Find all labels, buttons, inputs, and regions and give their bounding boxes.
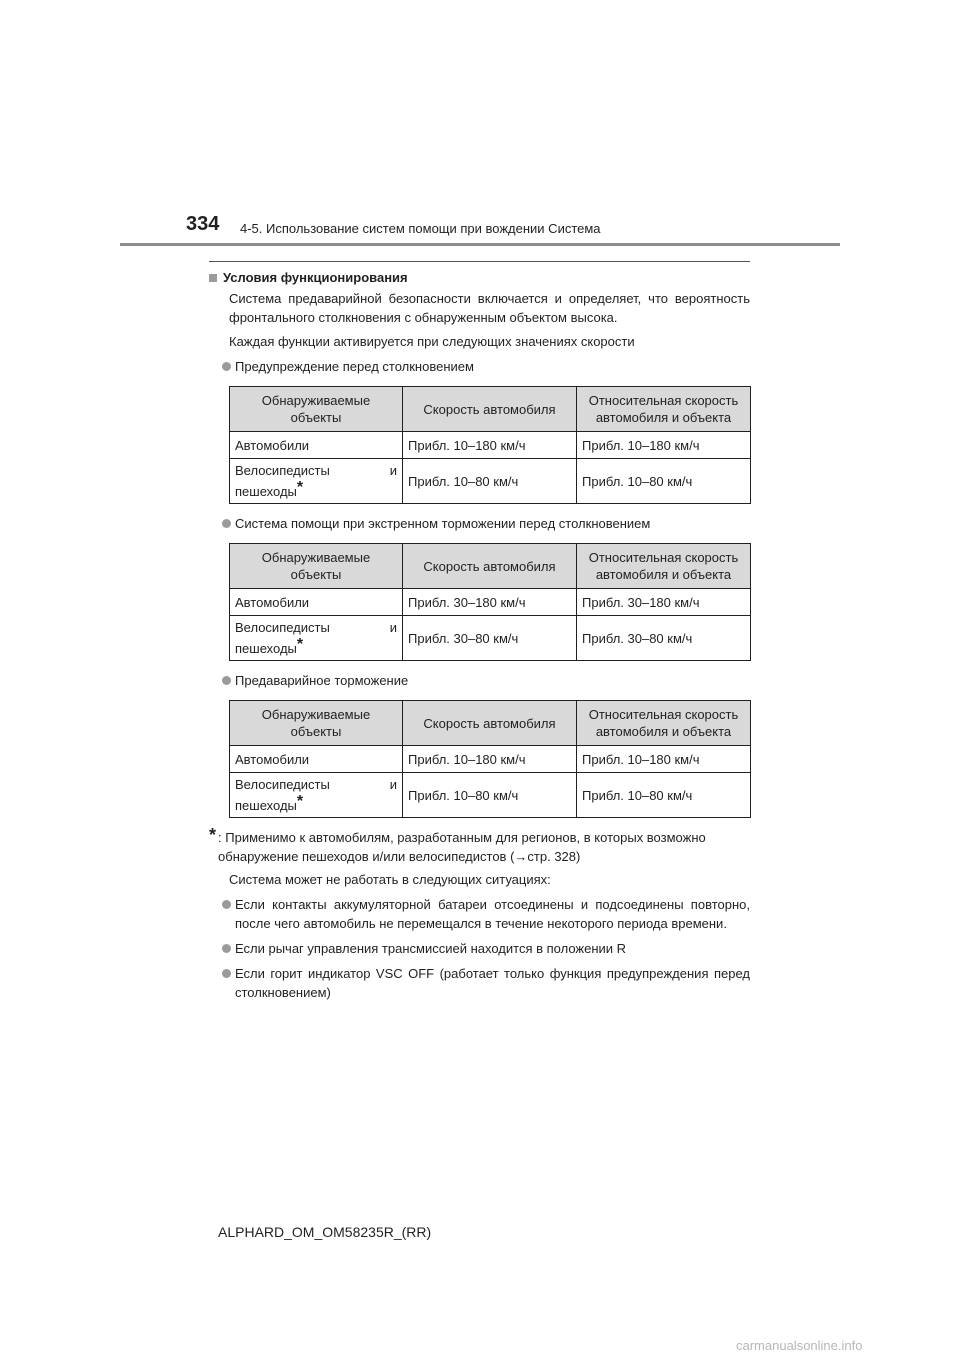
page-number: 334: [186, 213, 220, 235]
page-content: [209, 268, 750, 1008]
footnote: [209, 825, 750, 866]
speed-table: [229, 543, 751, 661]
table-header-row: [230, 701, 751, 746]
cell-speed: Прибл. 10–80 км/ч: [403, 773, 577, 818]
section-heading: [209, 268, 750, 287]
bullet-text: Система помощи при экстренном торможении перед столкновением: [235, 516, 651, 531]
cell-relative: Прибл. 10–80 км/ч: [577, 459, 751, 504]
table-row: [230, 432, 751, 459]
speed-table: [229, 386, 751, 504]
footnote-marker: *: [296, 479, 304, 496]
square-bullet-icon: [209, 274, 217, 282]
round-bullet-icon: [222, 362, 231, 371]
bullet-text: Если рычаг управления трансмиссией находится в положении R: [235, 941, 627, 956]
footnote-marker: *: [296, 636, 304, 653]
round-bullet-icon: [222, 519, 231, 528]
cell-relative: Прибл. 10–180 км/ч: [577, 746, 751, 773]
document-code: ALPHARD_OM_OM58235R_(RR): [218, 1224, 432, 1240]
cell-object: [230, 773, 403, 818]
bullet-text: Если контакты аккумуляторной батареи отсоединены и подсоединены повторно, после чего автомобиль не перемещался в течение некоторого периода времени.: [235, 897, 750, 931]
cell-object-part: и: [389, 620, 397, 635]
speed-table: [229, 700, 751, 818]
header-vehicle-speed: Скорость автомобиля: [403, 387, 577, 432]
table-row: [230, 459, 751, 504]
cell-object-part: и: [389, 777, 397, 792]
cell-object-part: пешеходы: [235, 798, 297, 813]
header-vehicle-speed: Скорость автомобиля: [403, 701, 577, 746]
cell-speed: Прибл. 30–80 км/ч: [403, 616, 577, 661]
cell-object: [230, 616, 403, 661]
cell-relative: Прибл. 10–180 км/ч: [577, 432, 751, 459]
cell-speed: Прибл. 10–180 км/ч: [403, 432, 577, 459]
section-title-text: Условия функционирования: [223, 270, 408, 285]
table-row: [230, 746, 751, 773]
bullet-text: Предупреждение перед столкновением: [235, 359, 474, 374]
watermark: carmanualsonline.info: [736, 1338, 863, 1353]
cell-object-part: Велосипедисты: [235, 777, 330, 792]
bullet-item: [209, 357, 750, 376]
situations-intro: Система может не работать в следующих ситуациях:: [229, 872, 551, 887]
header-objects: Обнаруживаемые объекты: [230, 701, 403, 746]
round-bullet-icon: [222, 969, 231, 978]
header-relative-speed: Относительная скорость автомобиля и объекта: [577, 544, 751, 589]
speed-intro-paragraph: Каждая функции активируется при следующих значениях скорости: [229, 334, 635, 349]
cell-object: Автомобили: [230, 746, 403, 773]
table-row: [230, 616, 751, 661]
round-bullet-icon: [222, 900, 231, 909]
cell-object-part: Велосипедисты: [235, 463, 330, 478]
table-row: [230, 589, 751, 616]
header-relative-speed: Относительная скорость автомобиля и объекта: [577, 387, 751, 432]
header-relative-speed: Относительная скорость автомобиля и объекта: [577, 701, 751, 746]
header-vehicle-speed: Скорость автомобиля: [403, 544, 577, 589]
cell-object: Автомобили: [230, 432, 403, 459]
bullet-item: [209, 964, 750, 1002]
cell-relative: Прибл. 10–80 км/ч: [577, 773, 751, 818]
header-divider: [120, 243, 840, 246]
bullet-item: [209, 895, 750, 933]
round-bullet-icon: [222, 944, 231, 953]
section-divider: [209, 261, 750, 262]
round-bullet-icon: [222, 676, 231, 685]
cell-object-part: и: [389, 463, 397, 478]
table-row: [230, 773, 751, 818]
table-header-row: [230, 387, 751, 432]
header-objects: Обнаруживаемые объекты: [230, 387, 403, 432]
cell-object: Автомобили: [230, 589, 403, 616]
footnote-text: : Применимо к автомобилям, разработанным для регионов, в которых возможно обнаружение пешеходов и/или велосипедистов (→стр. 328): [218, 830, 706, 864]
intro-paragraph: Система предаварийной безопасности включается и определяет, что вероятность фронтального столкновения с обнаруженным объектом высока.: [229, 291, 750, 325]
header-objects: Обнаруживаемые объекты: [230, 544, 403, 589]
cell-object: [230, 459, 403, 504]
bullet-item: [209, 671, 750, 690]
bullet-item: [209, 514, 750, 533]
cell-speed: Прибл. 30–180 км/ч: [403, 589, 577, 616]
bullet-text: Если горит индикатор VSC OFF (работает только функция предупреждения перед столкновением): [235, 966, 750, 1000]
table-header-row: [230, 544, 751, 589]
cell-object-part: Велосипедисты: [235, 620, 330, 635]
cell-relative: Прибл. 30–180 км/ч: [577, 589, 751, 616]
cell-object-part: пешеходы: [235, 484, 297, 499]
cell-relative: Прибл. 30–80 км/ч: [577, 616, 751, 661]
bullet-text: Предаварийное торможение: [235, 673, 409, 688]
cell-speed: Прибл. 10–80 км/ч: [403, 459, 577, 504]
cell-speed: Прибл. 10–180 км/ч: [403, 746, 577, 773]
footnote-star: *: [209, 825, 217, 845]
footnote-marker: *: [296, 793, 304, 810]
cell-object-part: пешеходы: [235, 641, 297, 656]
chapter-title: 4-5. Использование систем помощи при вождении Система: [240, 221, 601, 236]
bullet-item: [209, 939, 750, 958]
